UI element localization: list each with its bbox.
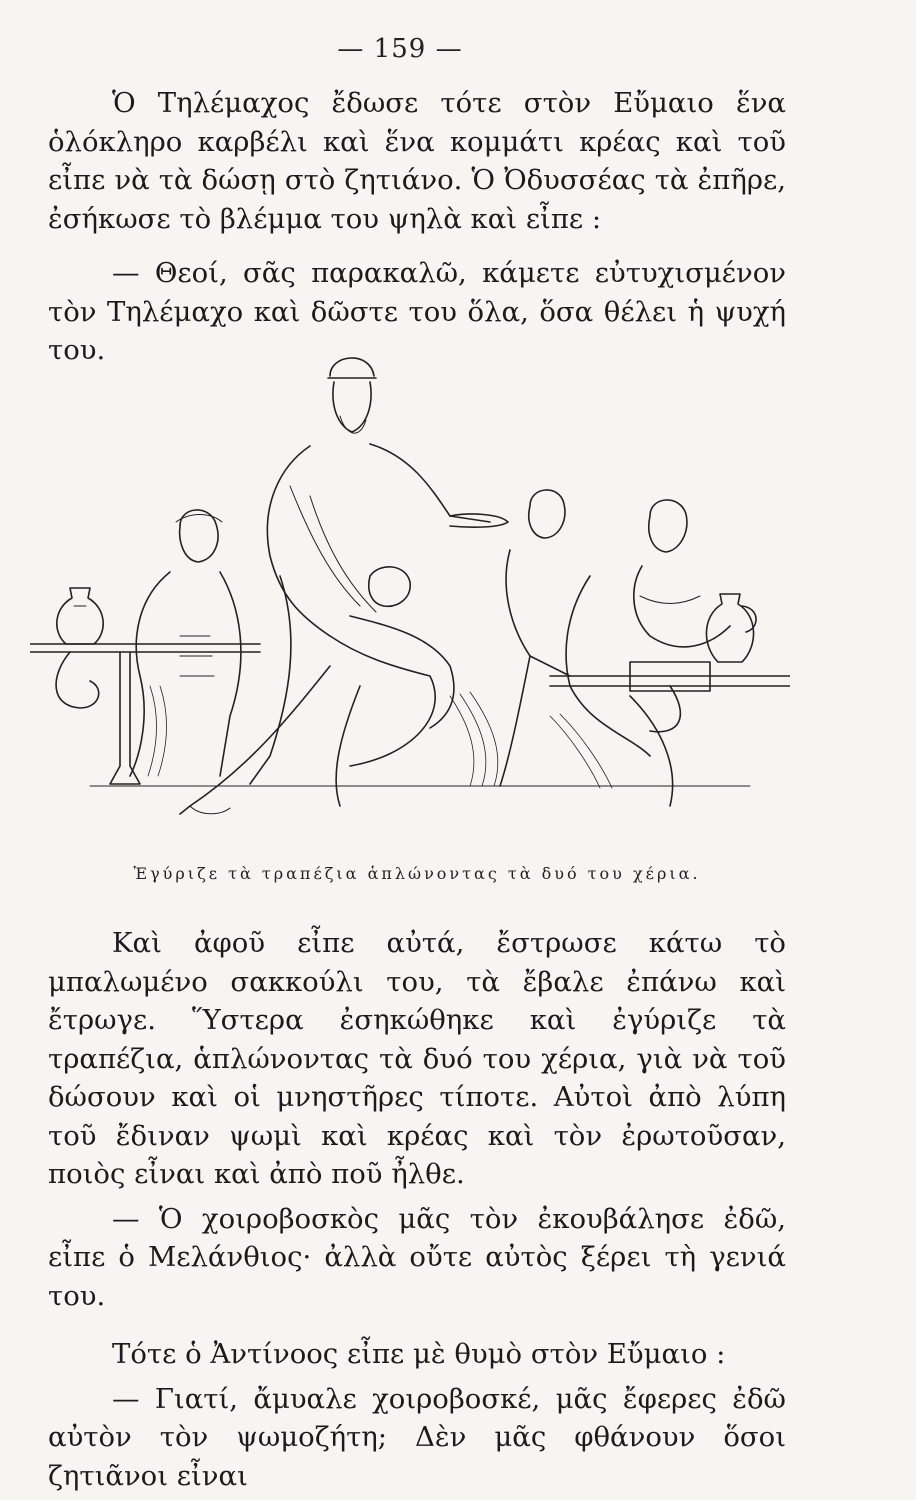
figure-caption: Ἐγύριζε τὰ τραπέζια ἁπλώνοντας τὰ δυό του χέρια. <box>133 864 701 883</box>
paragraph: Ὁ Τηλέμαχος ἔδωσε τότε στὸν Εὔμαιο ἕνα ὁλόκληρο καρβέλι καὶ ἕνα κομμάτι κρέας καὶ τοῦ εἶπε νὰ τὰ δώσῃ στὸ ζητιάνο. Ὁ Ὀδυσσέας τὰ ἐπῆρε, ἐσήκωσε τὸ βλέμμα του ψηλὰ καὶ εἶπε : <box>48 87 786 235</box>
text-block-top <box>48 84 786 370</box>
drapery-hatching <box>148 686 612 788</box>
figure-left-youth <box>130 510 241 776</box>
table-left <box>30 644 260 784</box>
vase-right <box>706 594 756 662</box>
figure-right-youth <box>566 500 730 806</box>
text-block-bottom <box>48 924 786 1495</box>
paragraph: — Γιατί, ἄμυαλε χοιροβοσκέ, μᾶς ἔφερες ἐδῶ αὐτὸν τὸν ψωμοζήτη; Δὲν μᾶς φθάνουν ὅσοι ζητιᾶνοι εἶναι <box>48 1382 786 1492</box>
figure-reclining <box>180 567 454 814</box>
figure-far-right <box>500 490 570 786</box>
paragraph: — Θεοί, σᾶς παρακαλῶ, κάμετε εὐτυχισμένον τὸν Τηλέμαχο καὶ δῶστε του ὅλα, ὅσα θέλει ἡ ψυχή του. <box>48 257 786 366</box>
engraving-illustration <box>30 336 790 856</box>
paragraph: — Ὁ χοιροβοσκὸς μᾶς τὸν ἐκουβάλησε ἐδῶ, εἶπε ὁ Μελάνθιος· ἀλλὰ οὔτε αὐτὸς ξέρει τὴ γενιά του. <box>48 1202 786 1312</box>
table-right <box>550 662 790 732</box>
paragraph: Καὶ ἀφοῦ εἶπε αὐτά, ἔστρωσε κάτω τὸ μπαλωμένο σακκούλι του, τὰ ἔβαλε ἐπάνω καὶ ἔτρωγε. Ὕστερα ἐσηκώθηκε καὶ ἐγύριζε τὰ τραπέζια, ἁπλώνοντας τὰ δυό του χέρια, γιὰ νὰ τοῦ δώσουν καὶ οἱ μνηστῆρες τίποτε. Αὐτοὶ ἀπὸ λύπη τοῦ ἔδιναν ψωμὶ καὶ κρέας καὶ τὸν ἐρωτοῦσαν, ποιὸς εἶναι καὶ ἀπὸ ποῦ ἦλθε. <box>48 927 786 1190</box>
paragraph: Τότε ὁ Ἀντίνοος εἶπε μὲ θυμὸ στὸν Εὔμαιο : <box>112 1338 726 1370</box>
figure-odysseus <box>250 358 508 784</box>
page-number: — 159 — <box>337 34 463 64</box>
vase-left <box>57 588 103 644</box>
